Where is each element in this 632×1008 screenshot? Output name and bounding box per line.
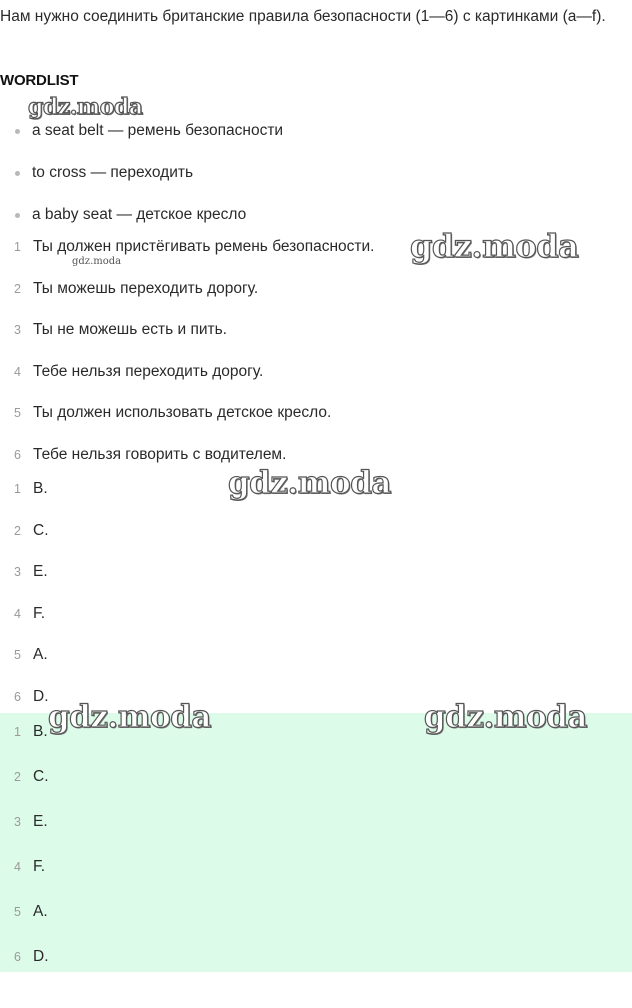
answer-text: C.	[33, 521, 49, 539]
answer-text: F.	[33, 858, 46, 875]
list-item	[0, 764, 49, 809]
list-item	[0, 719, 49, 764]
wordlist	[0, 118, 283, 244]
watermark-logo: gdz.moda	[424, 699, 587, 735]
list-item	[0, 400, 374, 442]
item-number: 6	[14, 689, 21, 704]
answer-text: B.	[33, 723, 48, 740]
list-item	[0, 899, 49, 944]
rule-text: Ты можешь переходить дорогу.	[33, 279, 259, 297]
watermark-logo: gdz.moda	[410, 227, 579, 265]
answer-text: E.	[33, 563, 48, 581]
answers-list	[0, 476, 49, 726]
list-item	[0, 601, 49, 643]
list-item	[0, 854, 49, 899]
answer-text: B.	[33, 480, 48, 497]
wordlist-heading: WORDLIST	[0, 72, 79, 89]
wordlist-item-text: to cross — переходить	[32, 164, 194, 181]
list-item	[0, 276, 374, 318]
final-answers-list	[0, 719, 49, 989]
watermark-logo: gdz.moda	[228, 465, 391, 501]
rule-text: Тебе нельзя переходить дорогу.	[33, 362, 264, 380]
watermark-logo-small: gdz.moda	[72, 256, 122, 267]
list-item	[0, 518, 49, 560]
item-number: 3	[14, 815, 21, 829]
bullet-icon	[15, 129, 20, 134]
item-number: 1	[14, 240, 21, 254]
list-item	[0, 559, 49, 601]
item-number: 2	[14, 281, 21, 296]
item-number: 6	[14, 447, 21, 462]
item-number: 5	[14, 905, 21, 919]
list-item	[0, 944, 49, 989]
answer-text: C.	[33, 768, 49, 785]
list-item	[0, 476, 49, 518]
watermark-logo: gdz.moda	[28, 94, 143, 120]
item-number: 5	[14, 406, 21, 421]
answer-text: A.	[33, 903, 48, 920]
answer-text: A.	[33, 646, 48, 664]
item-number: 4	[14, 860, 21, 874]
rule-text: Ты должен пристёгивать ремень безопасности.	[33, 238, 375, 255]
watermark-logo: gdz.moda	[48, 699, 211, 735]
item-number: 4	[14, 364, 21, 379]
list-item	[0, 317, 374, 359]
rule-text: Тебе нельзя говорить с водителем.	[33, 445, 287, 463]
list-item	[0, 359, 374, 401]
item-number: 3	[14, 323, 21, 338]
list-item	[0, 118, 283, 160]
rules-list	[0, 234, 374, 484]
list-item	[0, 809, 49, 854]
answer-text: E.	[33, 813, 48, 830]
item-number: 4	[14, 606, 21, 621]
answer-box	[0, 713, 632, 972]
wordlist-item-text: a baby seat — детское кресло	[32, 206, 247, 223]
item-number: 1	[14, 482, 21, 496]
item-number: 5	[14, 648, 21, 663]
item-number: 1	[14, 725, 21, 739]
bullet-icon	[15, 213, 20, 218]
bullet-icon	[15, 171, 20, 176]
answer-text: F.	[33, 604, 46, 622]
rule-text: Ты должен использовать детское кресло.	[33, 404, 332, 422]
item-number: 6	[14, 950, 21, 964]
rule-text: Ты не можешь есть и пить.	[33, 321, 227, 339]
item-number: 3	[14, 565, 21, 580]
item-number: 2	[14, 770, 21, 784]
answer-text: D.	[33, 687, 49, 705]
list-item	[0, 160, 283, 202]
task-description: Нам нужно соединить британские правила безопасности (1—6) с картинками (a—f).	[0, 8, 606, 25]
item-number: 2	[14, 523, 21, 538]
wordlist-item-text: a seat belt — ремень безопасности	[32, 122, 284, 139]
list-item	[0, 234, 374, 276]
answer-text: D.	[33, 948, 49, 965]
list-item	[0, 642, 49, 684]
